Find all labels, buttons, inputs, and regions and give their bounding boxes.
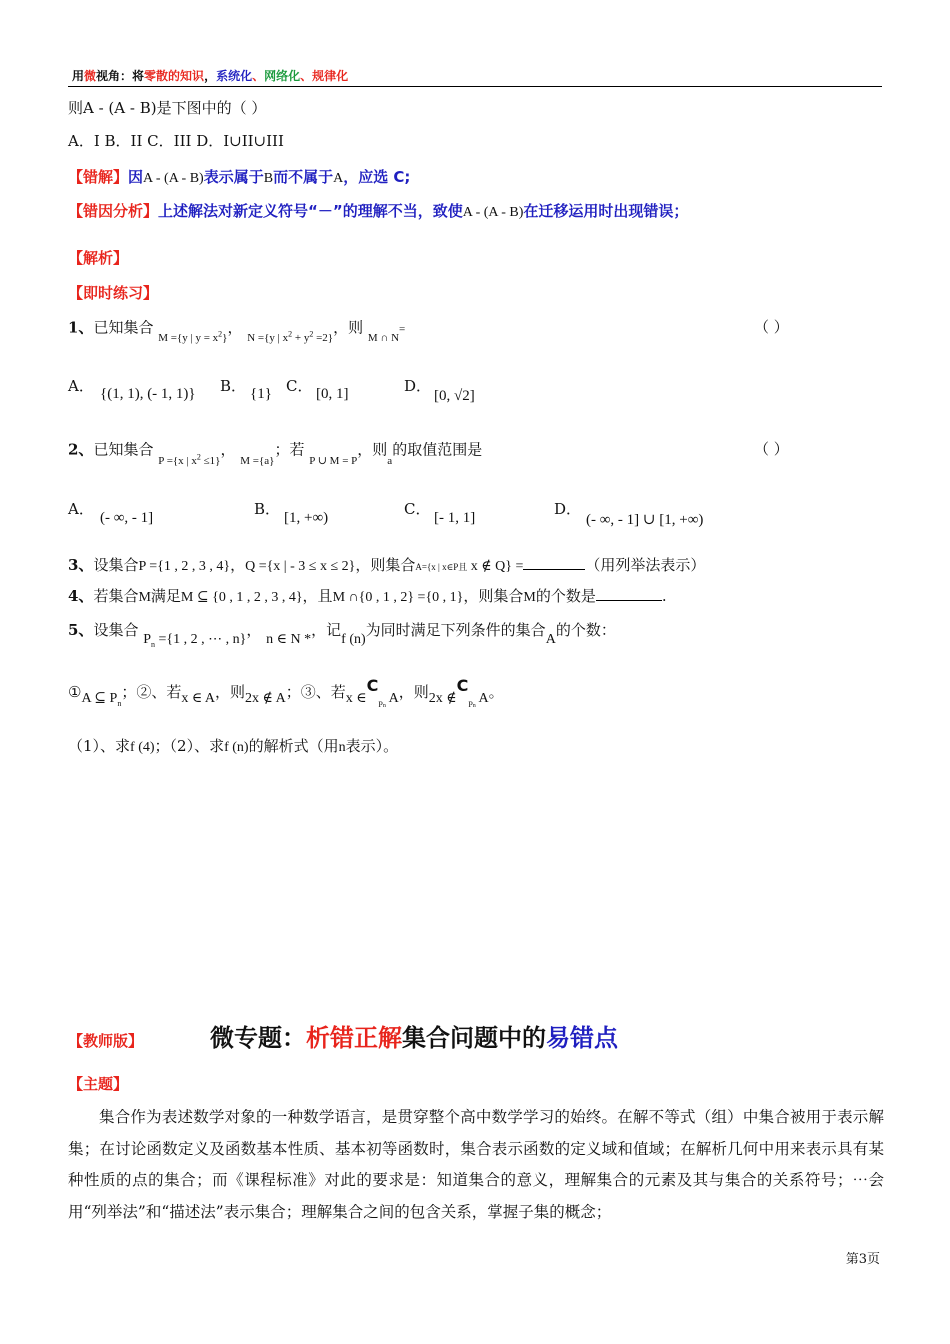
- problem-number: 5、: [68, 621, 94, 639]
- math: P: [468, 700, 473, 709]
- text: ①: [68, 683, 82, 701]
- math: [158, 452, 221, 467]
- math: =: [399, 323, 406, 336]
- text: ，则: [398, 683, 429, 701]
- section-title: [68, 1018, 888, 1058]
- math: M ={y | y = x: [158, 331, 219, 344]
- title: 易错点: [546, 1024, 618, 1052]
- math: n: [151, 639, 156, 649]
- complement-symbol: C: [456, 676, 469, 695]
- math: n ∈ N *: [266, 632, 312, 647]
- problem-3: [68, 555, 705, 577]
- math: 2: [288, 329, 293, 338]
- text: 上述解法对新定义符号“－”的理解不当，致使: [158, 202, 463, 220]
- math: P ={1 , 2 , 3 , 4}: [138, 559, 231, 574]
- math: + y: [292, 331, 310, 344]
- analysis-label: [68, 248, 128, 268]
- math: M: [523, 590, 536, 605]
- option-a-label: A．: [68, 377, 94, 395]
- option-b-label: B．: [254, 500, 281, 518]
- question-intro: 则A - (A - B)是下图中的（ ）: [68, 99, 267, 117]
- option-c-label: C．: [404, 500, 431, 518]
- option-c-value: [0, 1]: [316, 386, 349, 402]
- wrong-solution-label: 【错解】: [68, 168, 129, 186]
- text: 而不属于: [273, 168, 334, 186]
- page-header: [72, 67, 348, 84]
- text: 因: [128, 168, 144, 186]
- option-c-label: C．: [286, 377, 313, 395]
- header-text: 微: [84, 69, 97, 83]
- math: [468, 700, 475, 709]
- text: ，记: [311, 621, 342, 639]
- text: ，: [220, 440, 236, 459]
- theme-paragraph: 集合作为表述数学对象的一种数学语言，是贯穿整个高中数学学习的始终。在解不等式（组）中集合被用于表示解集；在讨论函数定义及函数基本性质、基本初等函数时，集合表示函数的定义域和值域；在解析几何中用来表示具有某种性质的点的集合；而《课程标准》对此的要求是：知道集合的意义，理解集合的元素及其与集合的关系符号；⋯会用“列举法”和“描述法”表示集合；理解集合之间的包含关系，掌握子集的概念；: [68, 1108, 884, 1221]
- math: f (n): [224, 740, 249, 755]
- text: 设集合: [93, 556, 139, 574]
- text: ；②、若: [121, 683, 182, 701]
- math: P: [143, 632, 152, 647]
- answer-blank[interactable]: [596, 586, 662, 601]
- text: ，则: [357, 440, 388, 459]
- text: 表示）。: [345, 737, 399, 755]
- problem-number: 4、: [68, 587, 94, 605]
- text: ，则: [333, 318, 364, 337]
- text: 在迁移运用时出现错误；: [523, 202, 689, 220]
- math: A: [385, 691, 399, 706]
- text: 的个数是: [535, 587, 596, 605]
- math: =2}: [313, 331, 334, 344]
- answer-paren: （ ）: [754, 318, 789, 336]
- option-d-value: [0, √2]: [434, 388, 475, 404]
- math: n: [382, 703, 386, 709]
- text: 表示属于: [203, 168, 264, 186]
- teacher-version-label: 【教师版】: [68, 1032, 144, 1050]
- problem-number: 2、: [68, 440, 94, 459]
- text: 的解析式（用: [248, 737, 339, 755]
- math: f (4): [130, 740, 155, 755]
- math: M: [138, 590, 151, 605]
- math: A - (A - B): [462, 205, 524, 220]
- problem-5-conditions: [68, 676, 504, 709]
- label: 【解析】: [68, 249, 129, 267]
- text: .: [661, 587, 667, 605]
- question-options: A．I B．II C．III D．I∪II∪III: [68, 132, 284, 150]
- text: （1）、求: [68, 737, 131, 755]
- problem-5: [68, 620, 616, 647]
- text: ，: [246, 621, 262, 639]
- complement-symbol: C: [366, 676, 379, 695]
- option-c-value: [- 1, 1]: [434, 510, 476, 526]
- problem-4: [68, 586, 667, 608]
- option-d-label: D．: [404, 377, 432, 395]
- text: 设集合: [93, 621, 139, 639]
- error-analysis-label: 【错因分析】: [68, 202, 159, 220]
- math: x ∉ Q} =: [467, 559, 524, 574]
- math: M ⊆ {0 , 1 , 2 , 3 , 4}: [180, 590, 303, 605]
- math: a: [387, 454, 393, 467]
- option-d-value: (- ∞, - 1] ∪ [1, +∞): [586, 512, 704, 528]
- label: 【主题】: [68, 1075, 129, 1093]
- text: ，: [227, 318, 243, 337]
- math: n: [472, 703, 476, 709]
- option-a-label: A．: [68, 500, 94, 518]
- math: P: [378, 700, 383, 709]
- option-a-value: (- ∞, - 1]: [100, 510, 154, 526]
- text: （用列举法表示）: [585, 556, 706, 574]
- practice-label: [68, 283, 158, 303]
- math: P ∪ M = P: [309, 454, 358, 467]
- math: 2: [309, 329, 314, 338]
- math: x ∈: [345, 691, 367, 706]
- text: 已知集合: [93, 440, 154, 459]
- text: 的取值范围是: [392, 440, 483, 459]
- option-a-value: {(1, 1), (- 1, 1)}: [100, 386, 196, 402]
- page-title: [210, 1018, 618, 1053]
- header-text: 系统化: [216, 69, 253, 83]
- problem-number: 1、: [68, 318, 94, 337]
- text: 。: [488, 683, 504, 701]
- option-b-label: B．: [220, 377, 247, 395]
- text: ；若: [274, 440, 305, 459]
- problem-number: 3、: [68, 556, 94, 574]
- math: [378, 700, 385, 709]
- error-analysis: [68, 201, 688, 223]
- header-text: 用: [72, 69, 85, 83]
- text: 为同时满足下列条件的集合: [365, 621, 546, 639]
- math: ={1 , 2 , ⋯ , n}: [155, 632, 247, 647]
- text: 满足: [150, 587, 181, 605]
- header-text: 、: [252, 69, 265, 83]
- answer-paren: （ ）: [754, 440, 789, 458]
- math: [158, 329, 228, 344]
- wrong-solution: [68, 167, 410, 189]
- option-b-value: [1, +∞): [284, 510, 329, 526]
- math: n: [338, 740, 346, 755]
- title: 集合问题中的: [402, 1024, 546, 1052]
- header-text: ，: [204, 69, 217, 83]
- math: N ={y | x: [247, 331, 289, 344]
- problem-5-questions: [68, 736, 398, 758]
- title: 析错正解: [306, 1024, 402, 1052]
- math: A - (A - B): [143, 171, 204, 186]
- math: A={x | x∈P且: [415, 562, 468, 572]
- text: ；③、若: [285, 683, 346, 701]
- math: }: [222, 331, 228, 344]
- math: [143, 632, 246, 647]
- math: P ={x | x: [158, 454, 197, 467]
- text: ，则集合: [463, 587, 524, 605]
- option-b-value: {1}: [250, 386, 272, 402]
- page-number: 第3页: [845, 1252, 880, 1267]
- math: [81, 691, 121, 706]
- label: 【即时练习】: [68, 284, 159, 302]
- header-text: 网络化: [264, 69, 301, 83]
- math: A: [475, 691, 489, 706]
- theme-label: [68, 1074, 128, 1094]
- math: M ∩ N: [367, 331, 400, 344]
- math: Q ={x | - 3 ≤ x ≤ 2}: [245, 559, 356, 574]
- problem-2: [68, 438, 483, 467]
- math: [247, 329, 334, 344]
- title: 微专题：: [210, 1024, 306, 1052]
- text: 若集合: [93, 587, 139, 605]
- text: 已知集合: [93, 318, 154, 337]
- math: A: [545, 632, 556, 647]
- text: ，: [230, 556, 246, 574]
- math: ≤1}: [200, 454, 221, 467]
- header-divider: [68, 86, 882, 87]
- math: A ⊆ P: [81, 691, 118, 706]
- math: A: [333, 171, 344, 186]
- header-text: 、: [300, 69, 313, 83]
- text: ，应选 C;: [343, 168, 411, 186]
- text: ；（2）、求: [154, 737, 225, 755]
- math: f (n): [341, 632, 366, 647]
- text: 的个数：: [555, 621, 616, 639]
- math: M ={a}: [240, 454, 275, 467]
- math: M ∩{0 , 1 , 2} ={0 , 1}: [332, 590, 464, 605]
- math: 2: [218, 329, 223, 338]
- header-text: 视角：将: [96, 69, 145, 83]
- problem-1: [68, 316, 406, 344]
- math: x ∈ A: [181, 691, 216, 706]
- math: 2x ∉ A: [245, 691, 286, 706]
- option-d-label: D．: [554, 500, 582, 518]
- math: B: [263, 171, 274, 186]
- header-text: 零散的知识: [144, 69, 205, 83]
- math: n: [117, 698, 122, 708]
- text: ，且: [302, 587, 333, 605]
- math: 2: [196, 452, 201, 461]
- text: ，则集合: [355, 556, 416, 574]
- answer-blank[interactable]: [523, 555, 585, 570]
- header-text: 规律化: [312, 69, 349, 83]
- text: ，则: [215, 683, 246, 701]
- math: 2x ∉: [428, 691, 457, 706]
